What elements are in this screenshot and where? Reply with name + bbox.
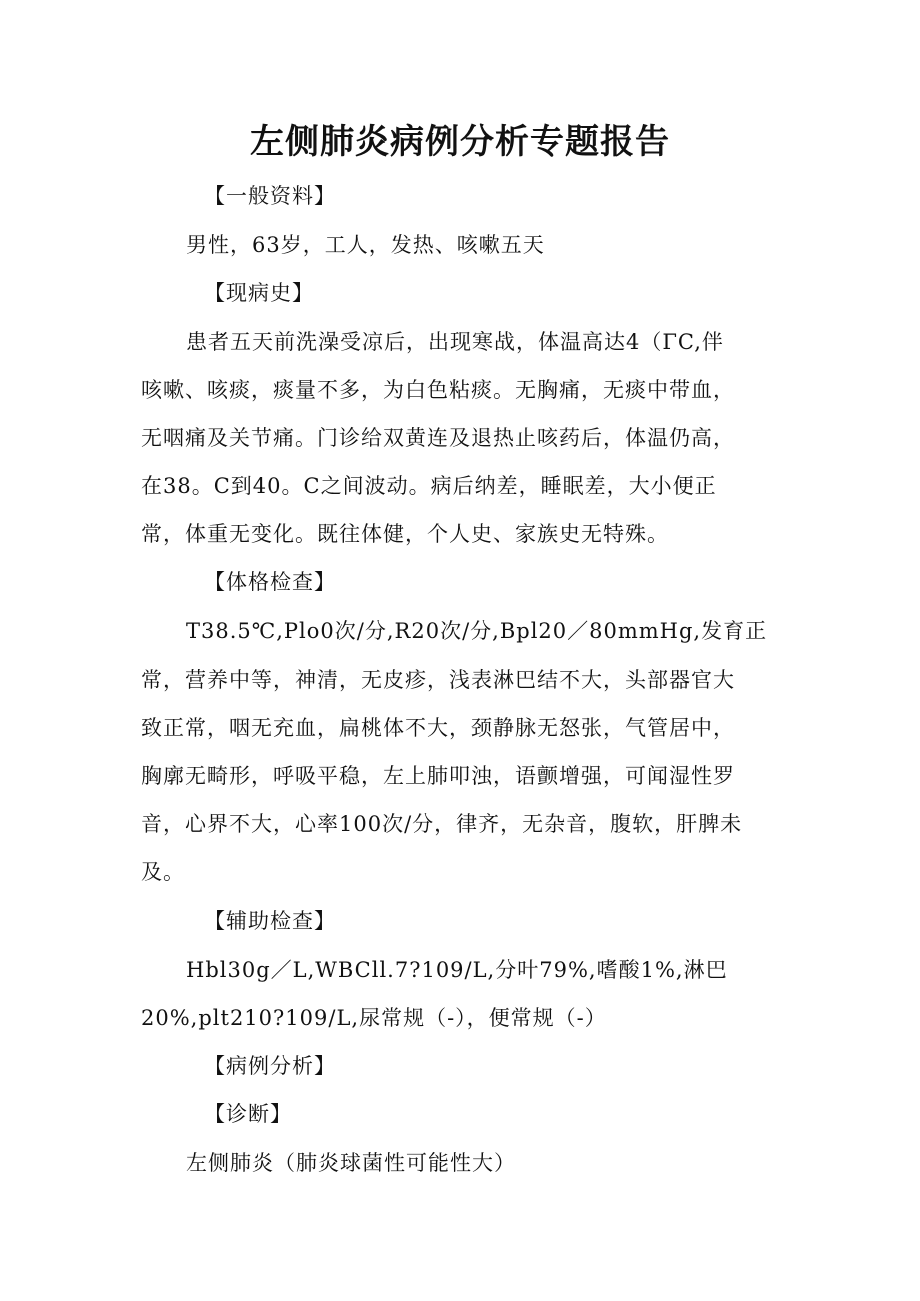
section-heading-auxiliary: 【辅助检查】 [204, 909, 336, 933]
section-heading-exam: 【体格检查】 [204, 570, 336, 594]
auxiliary-line: 20%,plt210?109/L,尿常规（-），便常规（-） [141, 1006, 607, 1030]
exam-line: 常，营养中等，神清，无皮疹，浅表淋巴结不大，头部器官大 [141, 668, 735, 692]
section-heading-history: 【现病史】 [204, 281, 314, 305]
exam-line: T38.5℃,Plo0次/分,R20次/分,Bpl20／80mmHg,发育正 [186, 619, 768, 643]
history-line: 咳嗽、咳痰，痰量不多，为白色粘痰。无胸痛，无痰中带血， [141, 378, 735, 402]
general-line: 男性，63岁，工人，发热、咳嗽五天 [186, 233, 545, 257]
auxiliary-line: Hbl30g／L,WBCll.7?109/L,分叶79%,嗜酸1%,淋巴 [186, 958, 728, 982]
history-line: 患者五天前洗澡受凉后，出现寒战，体温高达4（ΓC,伴 [186, 330, 724, 354]
section-heading-analysis: 【病例分析】 [204, 1054, 336, 1078]
exam-line: 致正常，咽无充血，扁桃体不大，颈静脉无怒张，气管居中， [141, 716, 735, 740]
history-line: 常，体重无变化。既往体健，个人史、家族史无特殊。 [141, 522, 669, 546]
history-line: 在38。C到40。C之间波动。病后纳差，睡眠差，大小便正 [141, 474, 717, 498]
section-heading-diagnosis: 【诊断】 [204, 1102, 292, 1126]
diagnosis-line: 左侧肺炎（肺炎球菌性可能性大） [186, 1151, 516, 1175]
exam-line: 音，心界不大，心率100次/分，律齐，无杂音，腹软，肝脾未 [141, 812, 743, 836]
exam-line: 胸廓无畸形，呼吸平稳，左上肺叩浊，语颤增强，可闻湿性罗 [141, 764, 735, 788]
section-heading-general: 【一般资料】 [204, 184, 336, 208]
exam-line: 及。 [141, 860, 185, 884]
history-line: 无咽痛及关节痛。门诊给双黄连及退热止咳药后，体温仍高， [141, 426, 735, 450]
document-title: 左侧肺炎病例分析专题报告 [250, 122, 670, 162]
